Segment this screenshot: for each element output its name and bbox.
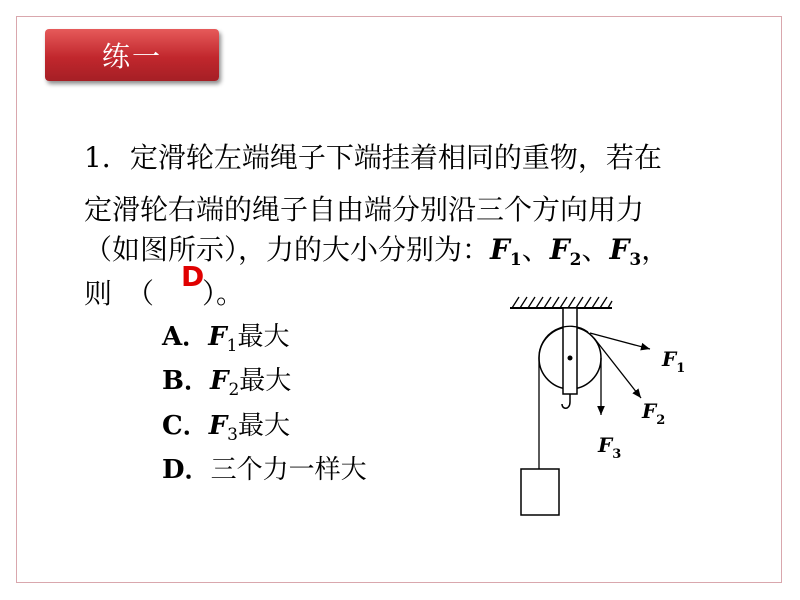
f1-label: $F_1$ [662, 347, 686, 376]
force-symbol: $F_3$ [609, 233, 642, 270]
ceiling [510, 297, 612, 308]
weight-block [521, 469, 559, 515]
separator: 、 [581, 233, 610, 266]
line-end: ， [641, 233, 670, 266]
question-line-4: 则 （ ）。 [84, 277, 245, 310]
f2-label: $F_2$ [642, 399, 666, 428]
hook-icon [562, 394, 570, 408]
separator: 、 [521, 233, 550, 266]
force-symbol: $F_1$ [490, 233, 522, 270]
pulley-axle [568, 356, 573, 361]
answer-mark: D [181, 260, 205, 293]
option-c: C．$F_3$最大 [162, 411, 291, 445]
question-line-2: 定滑轮右端的绳子自由端分别沿三个方向用力 [84, 193, 645, 226]
question-line-3-text: （如图所示），力的大小分别为： [84, 233, 491, 266]
f3-label: $F_3$ [598, 433, 622, 462]
pulley-bracket [563, 308, 577, 394]
question-line-1: 1．定滑轮左端绳子下端挂着相同的重物，若在 [84, 141, 662, 174]
option-d: D．三个力一样大 [162, 455, 367, 485]
force-symbol: $F_2$ [549, 233, 582, 270]
slide-title: 练一 [45, 29, 219, 81]
option-a: A．$F_1$最大 [162, 322, 290, 356]
option-b: B．$F_2$最大 [162, 366, 292, 400]
